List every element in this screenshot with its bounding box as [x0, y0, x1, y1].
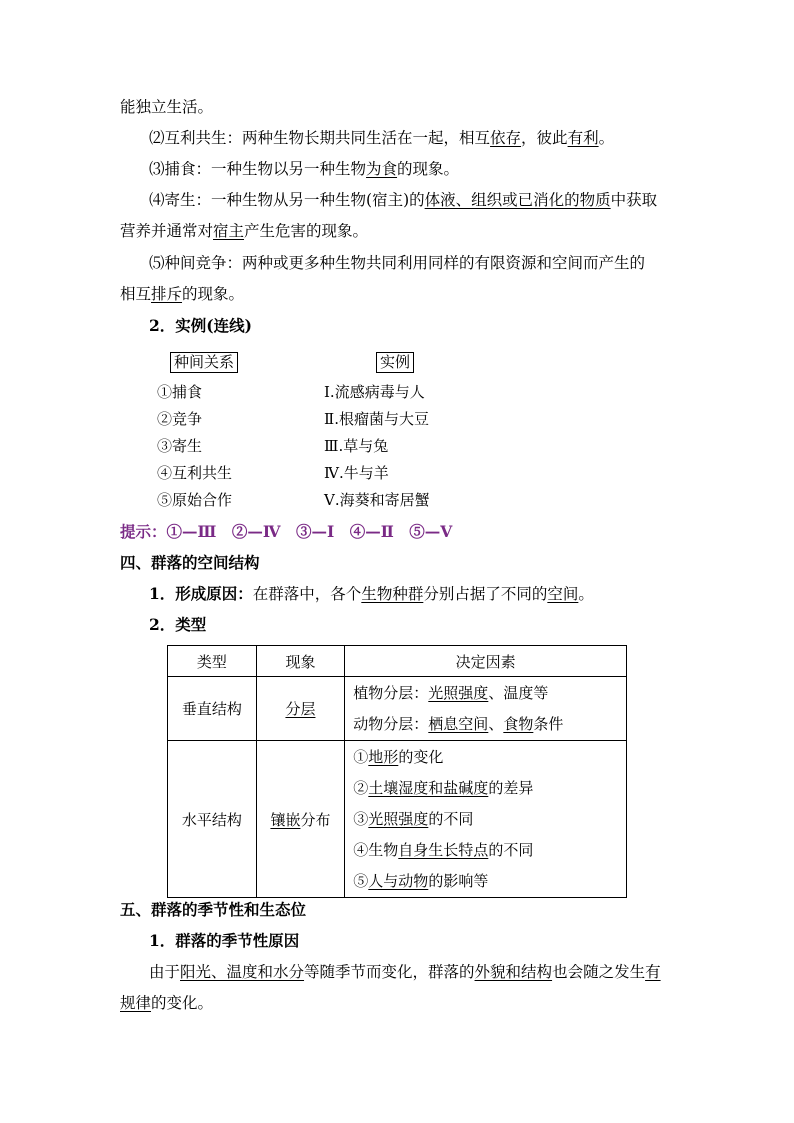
table-row-vertical [168, 677, 627, 741]
relation-item: ①捕食 [157, 383, 203, 401]
relation-item: ⑤原始合作 [157, 491, 233, 509]
header-type: 类型 [168, 646, 257, 677]
def-parasitism: ⑷寄生：一种生物从另一种生物(宿主)的体液、组织或已消化的物质中获取 [149, 191, 658, 209]
def-predation: ⑶捕食：一种生物以另一种生物为食的现象。 [149, 160, 460, 178]
example-item: Ⅰ.流感病毒与人 [324, 383, 425, 401]
matching-left-header: 种间关系 [170, 352, 238, 373]
hint-label: 提示： [120, 522, 167, 541]
example-item: Ⅱ.根瘤菌与大豆 [324, 410, 429, 428]
intro-tail-line: 能独立生活。 [120, 98, 214, 116]
vertical-type: 垂直结构 [168, 677, 257, 741]
table-row-horizontal [168, 741, 627, 898]
relation-item: ②竞争 [157, 410, 203, 428]
section5-title: 五、群落的季节性和生态位 [120, 900, 307, 919]
plant-layer-factor: 植物分层：光照强度、温度等 [353, 683, 549, 702]
animal-layer-factor: 动物分层：栖息空间、食物条件 [353, 714, 564, 733]
section5-paragraph: 由于阳光、温度和水分等随季节而变化，群落的外貌和结构也会随之发生有 [149, 963, 661, 981]
def-parasitism-cont: 营养并通常对宿主产生危害的现象。 [120, 222, 369, 240]
vertical-factors [345, 677, 627, 741]
def-mutualism: ⑵互利共生：两种生物长期共同生活在一起，相互依存，彼此有利。 [149, 129, 615, 147]
matching-right-header: 实例 [376, 352, 414, 373]
header-phenomenon: 现象 [256, 646, 345, 677]
factor-item: ③光照强度的不同 [353, 809, 474, 828]
factor-item: ④生物自身生长特点的不同 [353, 840, 534, 859]
horizontal-phenomenon: 镶嵌分布 [256, 741, 345, 898]
example-item: Ⅴ.海葵和寄居蟹 [324, 491, 430, 509]
example-item: Ⅳ.牛与羊 [324, 464, 389, 482]
hint-answer: ①—Ⅲ ②—Ⅳ ③—Ⅰ ④—Ⅱ ⑤—Ⅴ [166, 522, 453, 541]
header-factors: 决定因素 [345, 646, 627, 677]
factor-item: ⑤人与动物的影响等 [353, 871, 489, 890]
examples-heading: 2．实例(连线) [149, 316, 252, 335]
structure-table [167, 645, 627, 898]
section4-types-heading: 2．类型 [149, 615, 207, 634]
relation-item: ③寄生 [157, 437, 203, 455]
def-competition: ⑸种间竞争：两种或更多种生物共同利用同样的有限资源和空间而产生的 [149, 254, 646, 272]
relation-item: ④互利共生 [157, 464, 233, 482]
example-item: Ⅲ.草与兔 [324, 437, 389, 455]
section5-paragraph-cont: 规律的变化。 [120, 994, 214, 1012]
hint-line [120, 522, 452, 542]
horizontal-type: 水平结构 [168, 741, 257, 898]
vertical-phenomenon: 分层 [256, 677, 345, 741]
section4-cause: 1．形成原因：在群落中，各个生物种群分别占据了不同的空间。 [149, 584, 594, 603]
def-competition-cont: 相互排斥的现象。 [120, 285, 245, 303]
horizontal-factors [345, 741, 627, 898]
factor-item: ②土壤湿度和盐碱度的差异 [353, 778, 534, 797]
section5-subheading: 1．群落的季节性原因 [149, 931, 300, 950]
table-header-row [168, 646, 627, 677]
factor-item: ①地形的变化 [353, 747, 444, 766]
section4-title: 四、群落的空间结构 [120, 553, 260, 572]
